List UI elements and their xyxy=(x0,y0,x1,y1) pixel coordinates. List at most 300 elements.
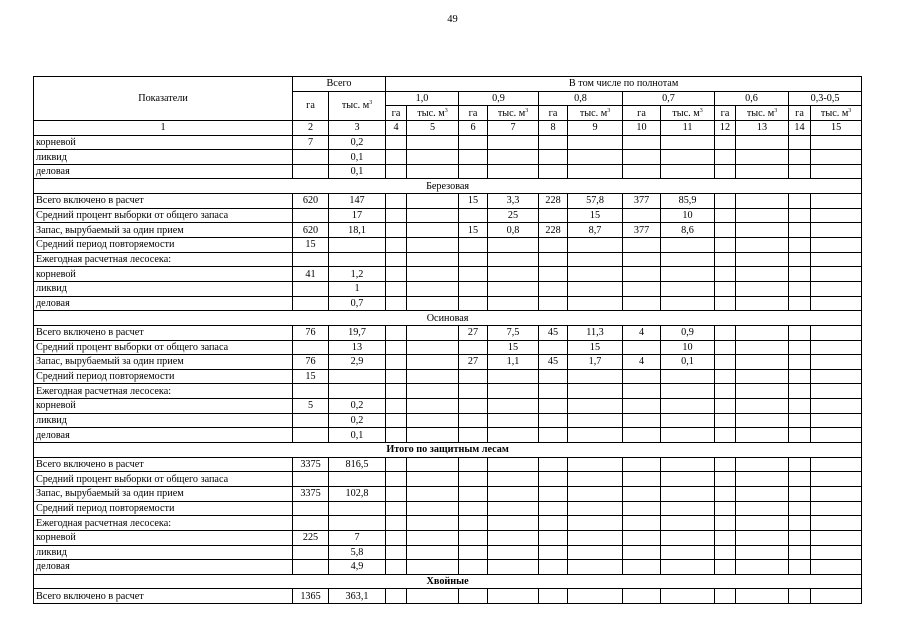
table-cell xyxy=(407,150,459,165)
row-label: Запас, вырубаемый за один прием xyxy=(34,223,293,238)
table-cell xyxy=(386,589,407,604)
table-cell xyxy=(407,267,459,282)
table-cell xyxy=(661,164,715,179)
column-number: 11 xyxy=(661,120,715,135)
table-cell xyxy=(789,164,811,179)
table-row xyxy=(34,252,862,267)
table-cell xyxy=(715,472,736,487)
table-cell xyxy=(789,501,811,516)
table-cell xyxy=(811,428,862,443)
table-cell xyxy=(789,545,811,560)
table-cell xyxy=(623,296,661,311)
table-cell xyxy=(386,457,407,472)
header-unit-volume xyxy=(568,106,623,121)
table-cell xyxy=(386,428,407,443)
table-cell xyxy=(568,501,623,516)
row-label: ликвид xyxy=(34,281,293,296)
table-cell xyxy=(539,589,568,604)
table-cell xyxy=(539,560,568,575)
table-cell xyxy=(789,252,811,267)
table-cell xyxy=(623,472,661,487)
table-cell: 10 xyxy=(661,208,715,223)
table-cell xyxy=(459,150,488,165)
header-unit-volume xyxy=(661,106,715,121)
table-cell xyxy=(459,428,488,443)
row-label: деловая xyxy=(34,428,293,443)
table-cell: 102,8 xyxy=(329,486,386,501)
unit-thous-m-label: тыс. м xyxy=(497,107,526,119)
table-cell: 25 xyxy=(488,208,539,223)
table-cell xyxy=(623,516,661,531)
table-cell xyxy=(661,472,715,487)
table-row xyxy=(34,486,862,501)
row-label: Средний процент выборки от общего запаса xyxy=(34,208,293,223)
table-cell xyxy=(293,516,329,531)
table-cell xyxy=(407,530,459,545)
table-cell xyxy=(488,530,539,545)
table-cell xyxy=(623,413,661,428)
table-row xyxy=(34,589,862,604)
table-cell xyxy=(293,560,329,575)
table-cell xyxy=(715,516,736,531)
table-cell xyxy=(789,369,811,384)
table-cell xyxy=(715,296,736,311)
table-row xyxy=(34,223,862,238)
table-cell xyxy=(736,325,789,340)
table-cell xyxy=(661,428,715,443)
table-cell xyxy=(386,516,407,531)
table-row xyxy=(34,340,862,355)
header-unit-ha: га xyxy=(386,106,407,121)
row-label: деловая xyxy=(34,164,293,179)
table-cell xyxy=(715,545,736,560)
table-cell xyxy=(539,164,568,179)
table-cell xyxy=(293,208,329,223)
table-cell xyxy=(811,150,862,165)
table-cell: 0,1 xyxy=(329,150,386,165)
table-cell xyxy=(329,238,386,253)
table-cell: 3,3 xyxy=(488,194,539,209)
table-row xyxy=(34,413,862,428)
table-cell xyxy=(293,545,329,560)
table-cell xyxy=(715,325,736,340)
table-cell xyxy=(623,560,661,575)
table-cell xyxy=(811,194,862,209)
table-cell: 1,7 xyxy=(568,355,623,370)
table-cell: 18,1 xyxy=(329,223,386,238)
row-label: Всего включено в расчет xyxy=(34,457,293,472)
table-cell xyxy=(386,399,407,414)
cube-superscript: 3 xyxy=(525,107,529,114)
table-cell xyxy=(736,208,789,223)
table-row xyxy=(34,296,862,311)
table-row xyxy=(34,560,862,575)
table-cell xyxy=(568,457,623,472)
table-cell xyxy=(736,530,789,545)
table-cell xyxy=(407,516,459,531)
table-cell xyxy=(386,267,407,282)
table-cell xyxy=(407,545,459,560)
header-density: 0,8 xyxy=(539,91,623,106)
table-cell xyxy=(811,164,862,179)
table-cell: 0,1 xyxy=(661,355,715,370)
table-row xyxy=(34,325,862,340)
table-cell xyxy=(623,340,661,355)
table-cell: 1,1 xyxy=(488,355,539,370)
table-cell xyxy=(623,208,661,223)
table-cell xyxy=(293,501,329,516)
table-cell: 57,8 xyxy=(568,194,623,209)
header-unit-volume xyxy=(488,106,539,121)
table-cell xyxy=(789,516,811,531)
table-cell xyxy=(661,267,715,282)
table-cell xyxy=(386,530,407,545)
table-cell: 4 xyxy=(623,325,661,340)
table-row xyxy=(34,472,862,487)
column-number: 12 xyxy=(715,120,736,135)
table-cell xyxy=(715,560,736,575)
table-cell xyxy=(789,355,811,370)
table-cell xyxy=(661,413,715,428)
table-cell xyxy=(811,238,862,253)
cube-superscript: 3 xyxy=(774,107,778,114)
header-total-ha: га xyxy=(293,91,329,120)
row-label: корневой xyxy=(34,267,293,282)
table-cell: 85,9 xyxy=(661,194,715,209)
table-cell xyxy=(539,208,568,223)
table-cell: 15 xyxy=(293,369,329,384)
table-cell xyxy=(386,340,407,355)
table-cell xyxy=(623,545,661,560)
header-unit-ha: га xyxy=(623,106,661,121)
column-number: 3 xyxy=(329,120,386,135)
table-cell xyxy=(407,428,459,443)
table-cell xyxy=(568,560,623,575)
section-row xyxy=(34,443,862,458)
table-cell xyxy=(407,486,459,501)
table-cell xyxy=(459,413,488,428)
table-cell xyxy=(811,355,862,370)
table-cell xyxy=(736,399,789,414)
table-cell xyxy=(407,355,459,370)
header-by-density: В том числе по полнотам xyxy=(386,77,862,92)
table-cell xyxy=(661,516,715,531)
table-cell xyxy=(488,457,539,472)
table-cell xyxy=(811,281,862,296)
table-cell xyxy=(539,530,568,545)
table-cell: 377 xyxy=(623,223,661,238)
table-cell xyxy=(811,545,862,560)
table-cell xyxy=(811,267,862,282)
table-cell xyxy=(789,296,811,311)
table-cell xyxy=(811,296,862,311)
table-row xyxy=(34,501,862,516)
table-cell xyxy=(736,252,789,267)
table-cell xyxy=(488,296,539,311)
table-cell xyxy=(539,413,568,428)
table-cell xyxy=(811,457,862,472)
table-cell xyxy=(715,340,736,355)
table-cell xyxy=(459,164,488,179)
table-cell: 816,5 xyxy=(329,457,386,472)
table-cell xyxy=(386,135,407,150)
forest-harvest-table xyxy=(33,76,862,604)
table-cell xyxy=(539,399,568,414)
table-cell xyxy=(386,369,407,384)
table-cell xyxy=(488,384,539,399)
table-cell xyxy=(715,194,736,209)
table-cell: 620 xyxy=(293,194,329,209)
table-cell xyxy=(715,413,736,428)
table-cell xyxy=(811,560,862,575)
table-cell xyxy=(459,516,488,531)
table-row xyxy=(34,238,862,253)
row-label: Средний процент выборки от общего запаса xyxy=(34,472,293,487)
table-cell xyxy=(293,281,329,296)
row-label: Запас, вырубаемый за один прием xyxy=(34,355,293,370)
table-cell xyxy=(811,486,862,501)
table-cell: 0,2 xyxy=(329,413,386,428)
table-cell xyxy=(539,486,568,501)
table-row xyxy=(34,530,862,545)
table-row xyxy=(34,208,862,223)
table-row xyxy=(34,545,862,560)
table-cell xyxy=(736,369,789,384)
table-cell xyxy=(736,413,789,428)
column-number: 15 xyxy=(811,120,862,135)
column-number: 1 xyxy=(34,120,293,135)
table-cell xyxy=(488,428,539,443)
table-cell xyxy=(736,501,789,516)
table-cell xyxy=(736,428,789,443)
table-cell xyxy=(736,545,789,560)
header-unit-ha: га xyxy=(715,106,736,121)
row-label: Средний процент выборки от общего запаса xyxy=(34,340,293,355)
table-cell xyxy=(736,589,789,604)
table-cell xyxy=(407,194,459,209)
table-cell xyxy=(811,369,862,384)
table-row xyxy=(34,516,862,531)
table-cell xyxy=(736,267,789,282)
table-cell xyxy=(488,164,539,179)
table-cell: 0,8 xyxy=(488,223,539,238)
table-cell xyxy=(386,501,407,516)
table-cell xyxy=(459,560,488,575)
table-cell xyxy=(407,501,459,516)
table-cell xyxy=(811,252,862,267)
table-cell xyxy=(488,589,539,604)
table-row xyxy=(34,281,862,296)
row-label: корневой xyxy=(34,530,293,545)
table-cell xyxy=(736,135,789,150)
table-cell xyxy=(661,501,715,516)
table-cell: 225 xyxy=(293,530,329,545)
table-cell xyxy=(568,238,623,253)
table-cell xyxy=(488,135,539,150)
row-label: Всего включено в расчет xyxy=(34,194,293,209)
table-row xyxy=(34,267,862,282)
table-cell xyxy=(811,384,862,399)
table-cell: 1 xyxy=(329,281,386,296)
table-cell xyxy=(736,194,789,209)
header-unit-volume xyxy=(811,106,862,121)
unit-thous-m-label: тыс. м xyxy=(341,100,370,112)
table-cell xyxy=(386,281,407,296)
table-cell: 11,3 xyxy=(568,325,623,340)
table-cell: 0,2 xyxy=(329,399,386,414)
table-cell: 41 xyxy=(293,267,329,282)
table-cell xyxy=(736,355,789,370)
table-cell: 363,1 xyxy=(329,589,386,604)
table-cell xyxy=(811,325,862,340)
table-cell xyxy=(459,135,488,150)
table-cell xyxy=(811,340,862,355)
table-cell xyxy=(661,457,715,472)
section-heading: Осиновая xyxy=(34,311,862,326)
table-cell: 27 xyxy=(459,325,488,340)
table-cell xyxy=(736,486,789,501)
table-cell xyxy=(568,252,623,267)
table-cell xyxy=(488,486,539,501)
table-cell xyxy=(568,486,623,501)
header-unit-ha: га xyxy=(539,106,568,121)
table-cell xyxy=(715,223,736,238)
table-cell: 0,1 xyxy=(329,428,386,443)
table-cell xyxy=(407,252,459,267)
table-cell: 3375 xyxy=(293,457,329,472)
column-number: 5 xyxy=(407,120,459,135)
table-cell xyxy=(459,296,488,311)
table-cell xyxy=(736,516,789,531)
row-label: Всего включено в расчет xyxy=(34,325,293,340)
row-label: Средний период повторяемости xyxy=(34,501,293,516)
table-cell xyxy=(623,457,661,472)
table-cell xyxy=(488,281,539,296)
cube-superscript: 3 xyxy=(444,107,448,114)
table-cell xyxy=(459,281,488,296)
table-cell xyxy=(293,150,329,165)
table-cell: 0,9 xyxy=(661,325,715,340)
row-label: ликвид xyxy=(34,150,293,165)
table-cell xyxy=(568,296,623,311)
table-cell xyxy=(407,164,459,179)
table-cell xyxy=(407,296,459,311)
table-cell xyxy=(329,472,386,487)
table-cell xyxy=(811,501,862,516)
table-cell: 228 xyxy=(539,194,568,209)
table-cell xyxy=(488,150,539,165)
table-cell xyxy=(736,340,789,355)
table-cell xyxy=(459,399,488,414)
table-cell: 0,1 xyxy=(329,164,386,179)
table-cell xyxy=(789,267,811,282)
table-cell xyxy=(539,135,568,150)
table-cell xyxy=(459,384,488,399)
table-cell: 228 xyxy=(539,223,568,238)
table-cell xyxy=(386,164,407,179)
table-cell xyxy=(789,589,811,604)
row-label: Всего включено в расчет xyxy=(34,589,293,604)
table-cell xyxy=(715,164,736,179)
table-cell: 5 xyxy=(293,399,329,414)
table-cell: 19,7 xyxy=(329,325,386,340)
table-row xyxy=(34,369,862,384)
table-cell: 4 xyxy=(623,355,661,370)
table-cell xyxy=(459,208,488,223)
table-cell xyxy=(407,560,459,575)
table-cell xyxy=(789,325,811,340)
table-cell xyxy=(539,296,568,311)
table-cell: 7,5 xyxy=(488,325,539,340)
table-cell: 2,9 xyxy=(329,355,386,370)
table-cell xyxy=(293,413,329,428)
table-cell: 1,2 xyxy=(329,267,386,282)
table-cell xyxy=(661,281,715,296)
table-cell xyxy=(661,384,715,399)
table-cell xyxy=(459,486,488,501)
table-cell xyxy=(488,545,539,560)
table-cell xyxy=(736,457,789,472)
table-cell xyxy=(789,413,811,428)
table-cell xyxy=(459,252,488,267)
table-cell xyxy=(811,530,862,545)
table-cell xyxy=(715,150,736,165)
table-cell xyxy=(488,516,539,531)
table-cell xyxy=(623,135,661,150)
table-cell xyxy=(789,150,811,165)
table-cell xyxy=(661,369,715,384)
row-label: корневой xyxy=(34,399,293,414)
table-cell xyxy=(715,589,736,604)
row-label: ликвид xyxy=(34,413,293,428)
table-cell xyxy=(789,223,811,238)
table-cell: 10 xyxy=(661,340,715,355)
section-heading: Хвойные xyxy=(34,574,862,589)
table-cell xyxy=(623,530,661,545)
table-cell xyxy=(568,516,623,531)
table-cell xyxy=(407,238,459,253)
table-cell xyxy=(715,267,736,282)
header-density: 0,9 xyxy=(459,91,539,106)
table-cell xyxy=(459,369,488,384)
table-row xyxy=(34,150,862,165)
table-cell: 7 xyxy=(329,530,386,545)
table-cell xyxy=(568,428,623,443)
table-cell xyxy=(539,238,568,253)
table-cell xyxy=(789,530,811,545)
table-cell xyxy=(736,150,789,165)
table-cell xyxy=(329,252,386,267)
table-row xyxy=(34,428,862,443)
header-unit-volume xyxy=(736,106,789,121)
table-cell xyxy=(293,472,329,487)
table-cell xyxy=(623,369,661,384)
table-cell xyxy=(623,399,661,414)
table-cell xyxy=(789,560,811,575)
column-number: 2 xyxy=(293,120,329,135)
table-cell xyxy=(661,530,715,545)
table-cell xyxy=(329,384,386,399)
table-cell xyxy=(568,281,623,296)
unit-thous-m-label: тыс. м xyxy=(672,107,700,119)
table-cell xyxy=(568,413,623,428)
table-row xyxy=(34,457,862,472)
table-cell xyxy=(789,428,811,443)
table-cell xyxy=(459,340,488,355)
table-cell xyxy=(661,238,715,253)
column-number: 4 xyxy=(386,120,407,135)
table-cell: 4,9 xyxy=(329,560,386,575)
